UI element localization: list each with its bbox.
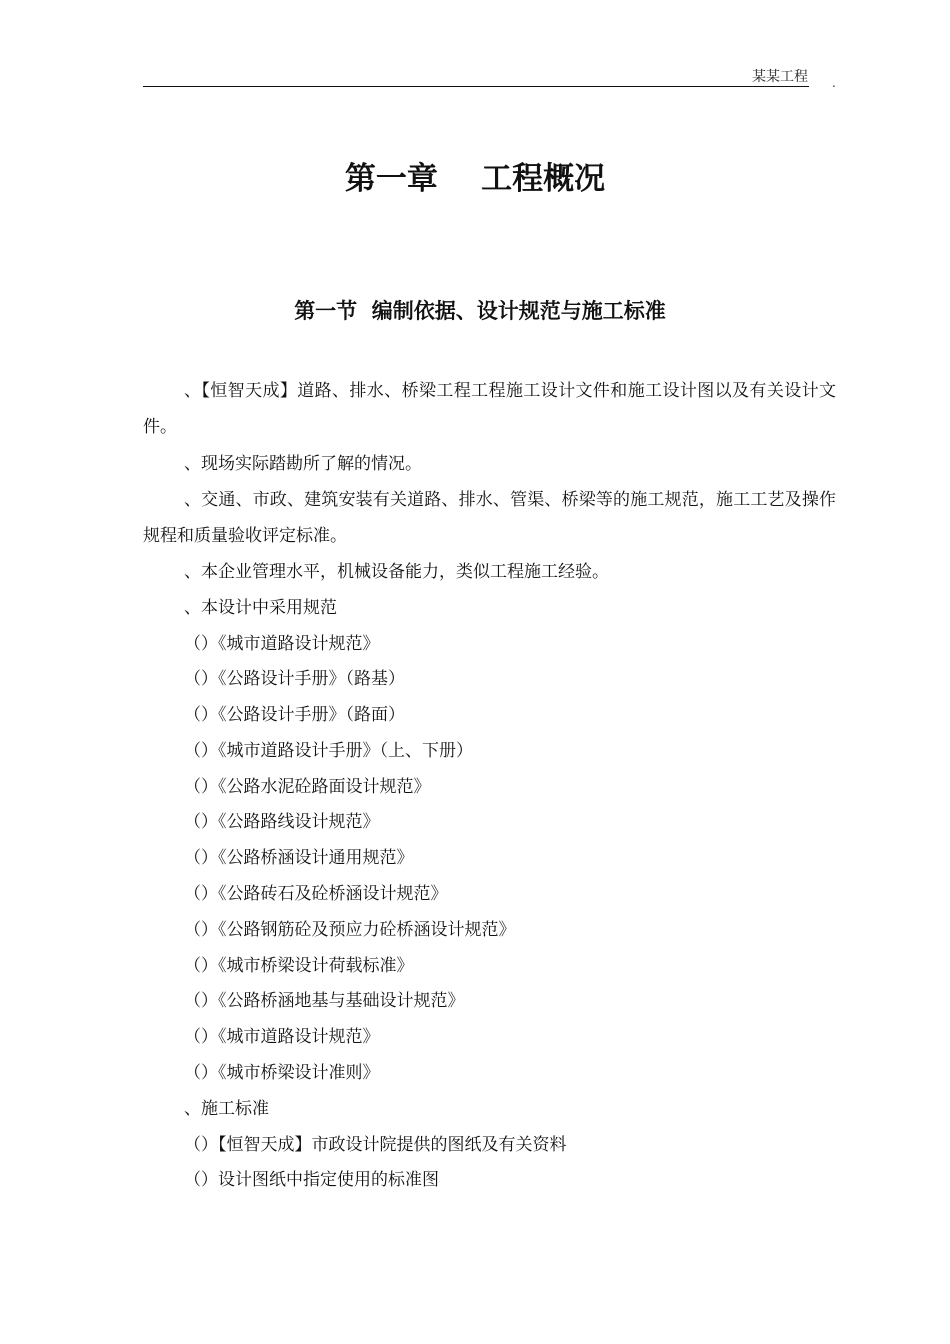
spec-item: （）《公路水泥砼路面设计规范》 [184, 777, 431, 797]
header-title: 某某工程 [752, 69, 808, 85]
spec-item: （）《公路设计手册》（路面） [184, 705, 405, 725]
paragraph-specs-heading: 、本设计中采用规范 [184, 598, 337, 618]
spec-item: （）《公路砖石及砼桥涵设计规范》 [184, 884, 448, 904]
spec-item: （）《城市道路设计手册》（上、下册） [184, 741, 473, 761]
spec-item: （）《城市桥梁设计荷载标准》 [184, 956, 414, 976]
standard-item: （）设计图纸中指定使用的标准图 [184, 1170, 439, 1190]
paragraph-construction-codes: 、交通、市政、建筑安装有关道路、排水、管渠、桥梁等的施工规范，施工工艺及操作规程和质量验收评定标准。 [143, 490, 836, 546]
header-rule [143, 86, 809, 87]
spec-item: （）《城市道路设计规范》 [184, 1027, 380, 1047]
paragraph-design-documents: 、【恒智天成】道路、排水、桥梁工程工程施工设计文件和施工设计图以及有关设计文件。 [143, 381, 836, 437]
header-dot: . [832, 76, 836, 90]
spec-item: （）《公路路线设计规范》 [184, 812, 380, 832]
spec-item: （）《城市桥梁设计准则》 [184, 1063, 380, 1083]
paragraph-enterprise-capability: 、本企业管理水平，机械设备能力，类似工程施工经验。 [184, 562, 609, 582]
paragraph-site-survey: 、现场实际踏勘所了解的情况。 [184, 454, 422, 474]
chapter-title: 第一章 工程概况 [344, 161, 606, 197]
spec-item: （）《公路设计手册》（路基） [184, 669, 405, 689]
spec-item: （）《公路桥涵地基与基础设计规范》 [184, 991, 465, 1011]
spec-item: （）《公路桥涵设计通用规范》 [184, 848, 414, 868]
spec-item: （）《城市道路设计规范》 [184, 634, 380, 654]
spec-item: （）《公路钢筋砼及预应力砼桥涵设计规范》 [184, 920, 516, 940]
standard-item: （）【恒智天成】市政设计院提供的图纸及有关资料 [184, 1135, 567, 1155]
paragraph-standards-heading: 、施工标准 [184, 1099, 269, 1119]
section-title: 第一节 编制依据、设计规范与施工标准 [294, 299, 666, 323]
